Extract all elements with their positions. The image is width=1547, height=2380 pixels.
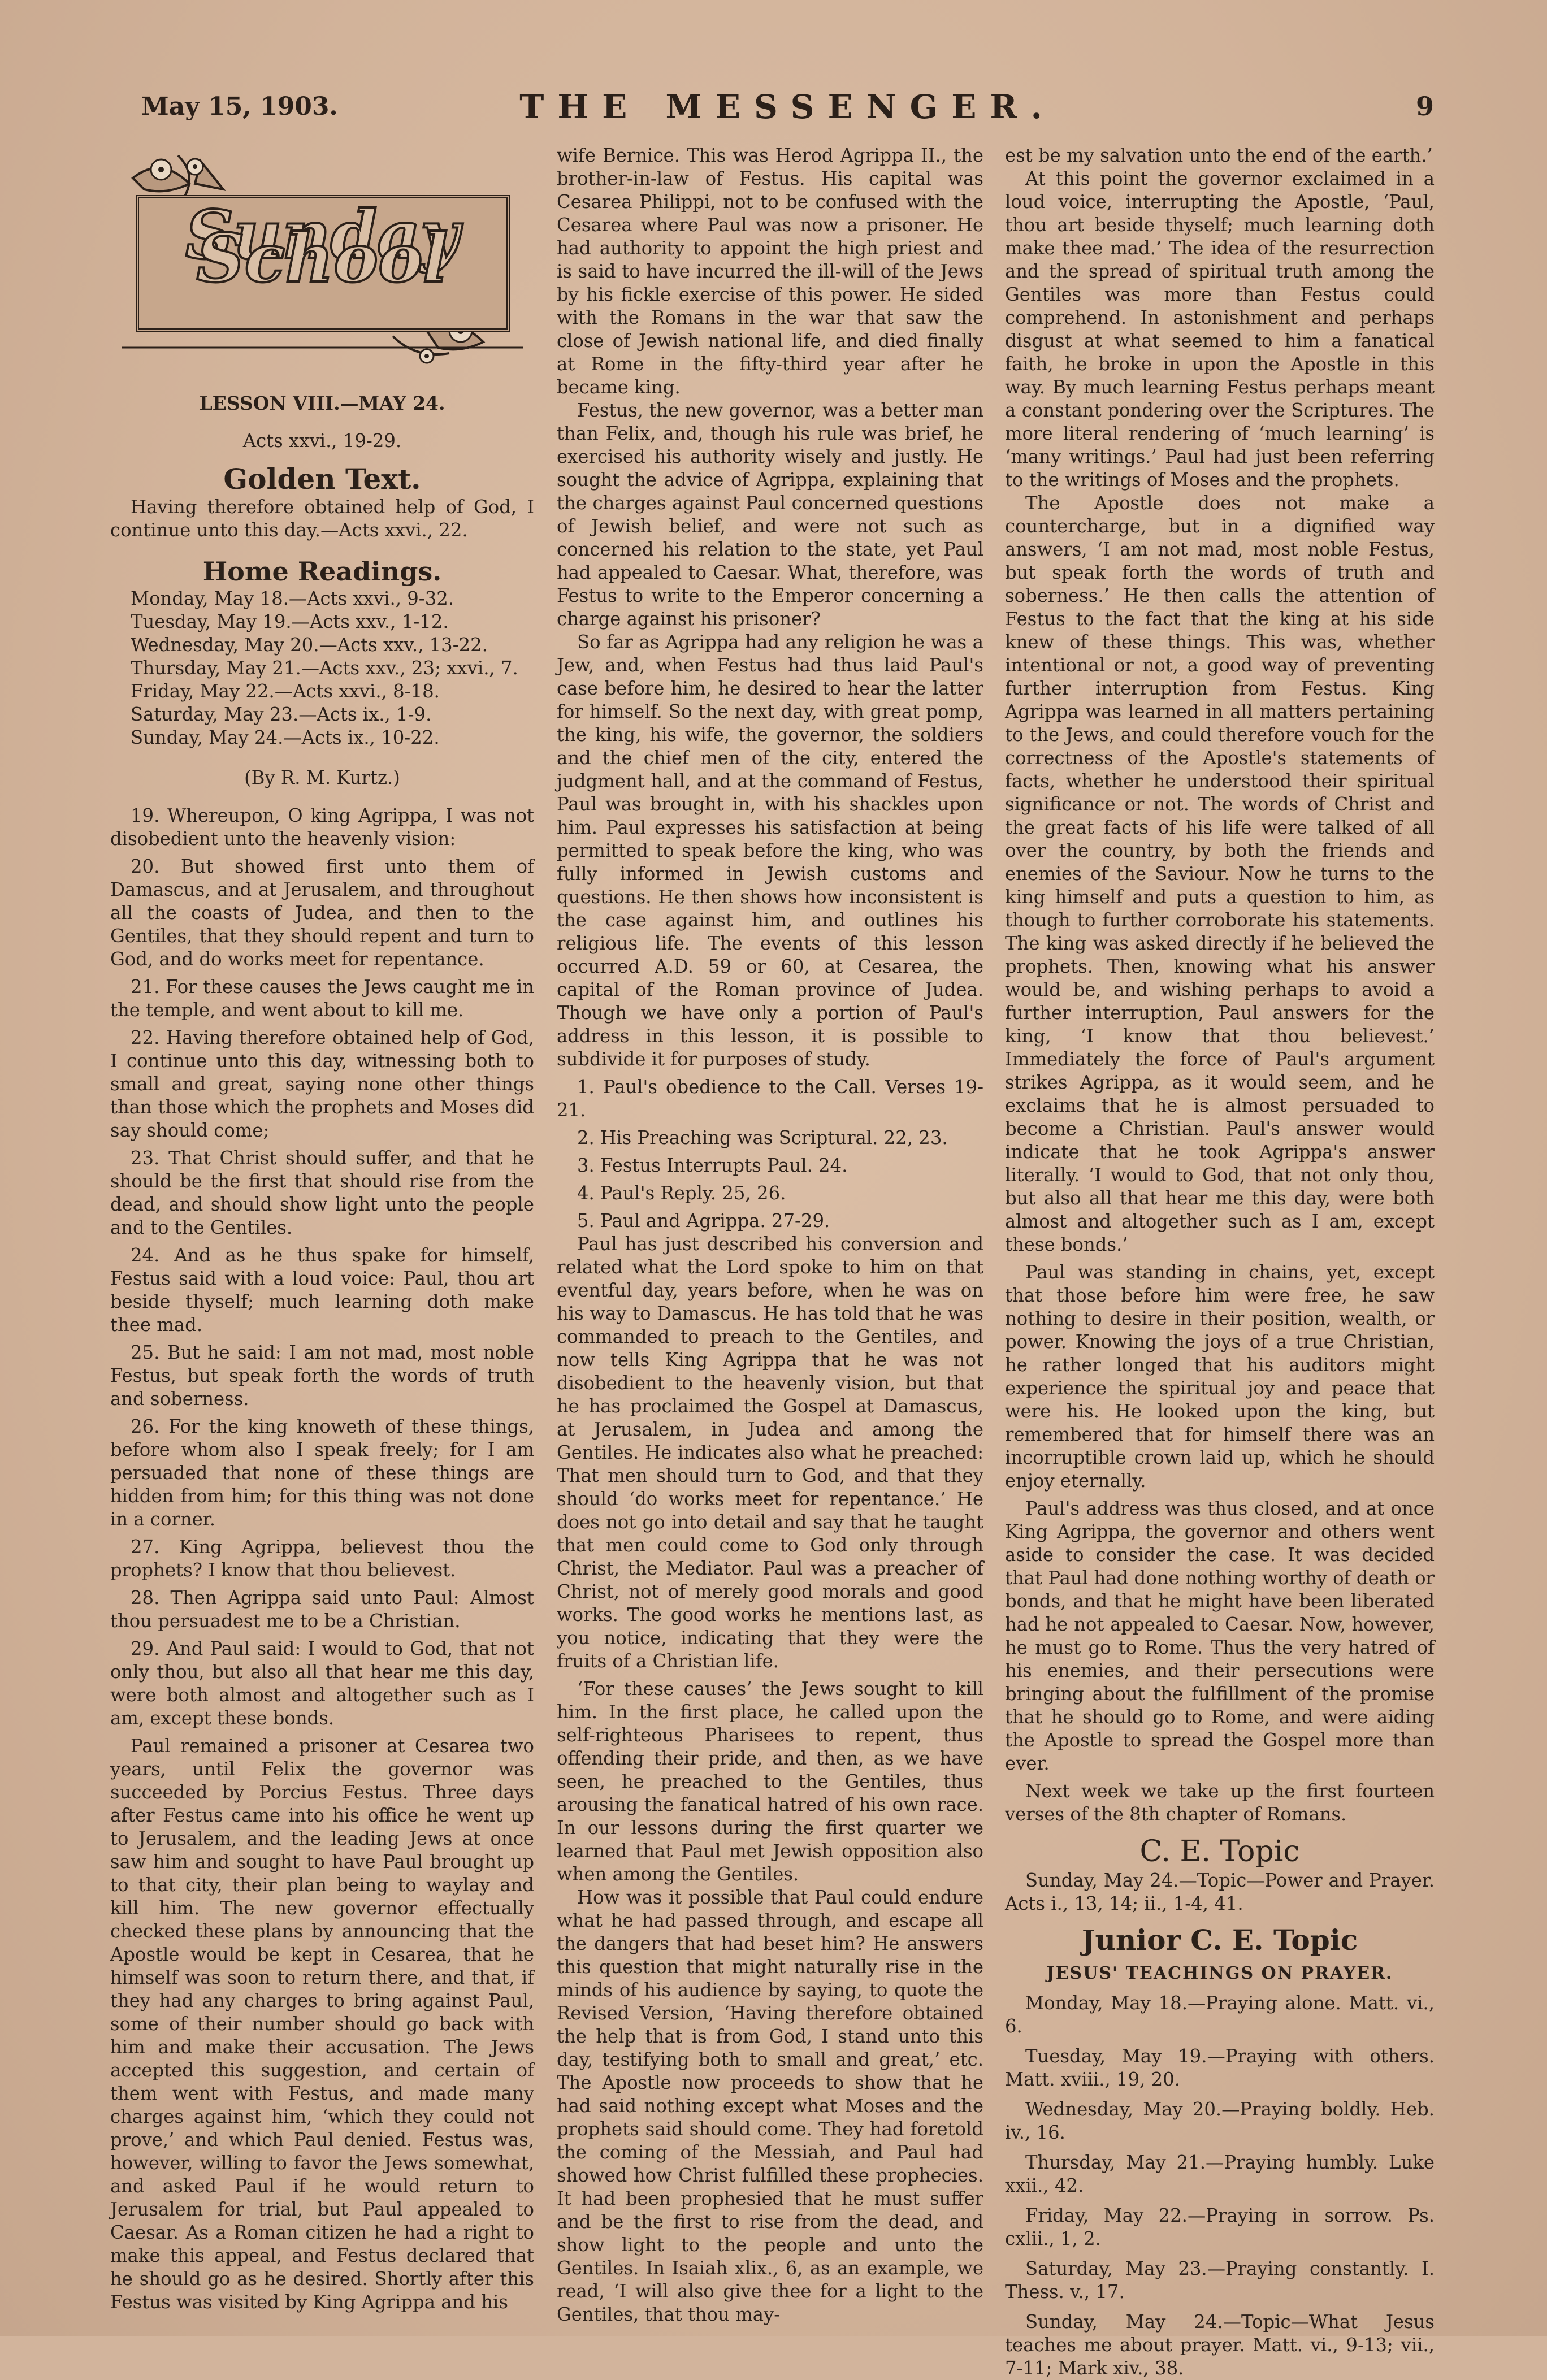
junior-ce-item: Tuesday, May 19.—Praying with others. Matt. xviii., 19, 20. xyxy=(1005,2045,1435,2090)
body-paragraph: est be my salvation unto the end of the earth.’ xyxy=(1005,145,1433,166)
verse: 26. For the king knoweth of these things, before whom also I speak freely; for I am persuaded that none of these things are hidden from him; for this thing was not done in a corner. xyxy=(110,1416,534,1530)
outline-item: 3. Festus Interrupts Paul. 24. xyxy=(577,1155,848,1176)
body-paragraph: wife Bernice. This was Herod Agrippa II., the brother-in-law of Festus. His capital was Cesarea Philippi, not to be confused with the Cesarea where Paul was now a prisoner. He had authority to appoint the high priest and is said to have incurred the ill-will of the Jews by his fickle exercise of this power. He sided with the Romans in the war that saw the close of Jewish national life, and died finally at Rome in the fifty-third year after he became king. xyxy=(557,145,983,398)
outline-item: 4. Paul's Reply. 25, 26. xyxy=(577,1182,786,1204)
verse: 29. And Paul said: I would to God, that not only thou, but also all that hear me this day, were both almost and altogether such as I am, except these bonds. xyxy=(110,1638,534,1729)
junior-ce-subheading: JESUS' TEACHINGS ON PRAYER. xyxy=(1046,1963,1393,1983)
verse: 27. King Agrippa, believest thou the prophets? I know that thou believest. xyxy=(110,1536,534,1581)
junior-ce-item: Saturday, May 23.—Praying constantly. I. Thess. v., 17. xyxy=(1005,2258,1435,2303)
ce-topic-text: Sunday, May 24.—Topic—Power and Prayer. Acts i., 13, 14; ii., 1-4, 41. xyxy=(1005,1870,1435,1914)
home-reading-item: Thursday, May 21.—Acts xxv., 23; xxvi., 7. xyxy=(131,657,518,679)
body-paragraph: The Apostle does not make a countercharge, but in a dignified way answers, ‘I am not mad, most noble Festus, but speak forth the words of truth and soberness.’ He then calls the attention of Festus to the fact that the king at his side knew of these things. This was, whether intentional or not, a good way of preventing further interruption from Festus. King Agrippa was learned in all matters pertaining to the Jews, and could therefore vouch for the correctness of the Apostle's statements of facts, whether he understood their spiritual significance or not. The words of Christ and the great facts of his life were talked of all over the country, by both the friends and enemies of the Saviour. Now he turns to the king himself and puts a question to him, as though to further corroborate his statements. The king was asked directly if he believed the prophets. Then, knowing what his answer would be, and wishing perhaps to avoid a further interruption, Paul answers for the king, ‘I know that thou believest.’ Immediately the force of Paul's argument strikes Agrippa, as it would seem, and he exclaims that he is almost persuaded to become a Christian. Paul's answer would indicate that he took Agrippa's answer literally. ‘I would to God, that not only thou, but also all that hear me this day, were both almost and altogether such as I am, except these bonds.’ xyxy=(1005,492,1435,1255)
verse: 20. But showed first unto them of Damascus, and at Jerusalem, and throughout all the coasts of Judea, and then to the Gentiles, that they should repent and turn to God, and do works meet for repentance. xyxy=(110,856,534,970)
junior-ce-item: Thursday, May 21.—Praying humbly. Luke xxii., 42. xyxy=(1005,2152,1435,2196)
body-paragraph: Paul was standing in chains, yet, except that those before him were free, he saw nothing to desire in their position, wealth, or power. Knowing the joys of a true Christian, he rather longed that his auditors might experience the spiritual joy and peace that were his. He looked upon the king, but remembered that for himself there was an incorruptible crown laid up, which he should enjoy eternally. xyxy=(1005,1261,1435,1492)
home-readings-heading: Home Readings. xyxy=(202,556,442,587)
sunday-school-logo xyxy=(110,144,534,382)
home-reading-item: Sunday, May 24.—Acts ix., 10-22. xyxy=(131,727,440,748)
body-paragraph: ‘For these causes’ the Jews sought to kill him. In the first place, he called upon the self-righteous Pharisees to repent, thus offending their pride, and then, as we have seen, he preached to the Gentiles, thus arousing the fanatical hatred of his own race. In our lessons during the first quarter we learned that Paul met Jewish opposition also when among the Gentiles. xyxy=(557,1678,983,1885)
body-paragraph: At this point the governor exclaimed in a loud voice, interrupting the Apostle, ‘Paul, thou art beside thyself; much learning doth make thee mad.’ The idea of the resurrection and the spread of spiritual truth among the Gentiles was more than Festus could comprehend. In astonishment and perhaps disgust at what seemed to him a fanatical faith, he broke in upon the Apostle in this way. By much learning Festus perhaps meant a constant pondering over the Scriptures. The more literal rendering of ‘much learning’ is ‘many writings.’ Paul had just been referring to the writings of Moses and the prophets. xyxy=(1005,168,1435,491)
junior-ce-item: Wednesday, May 20.—Praying boldly. Heb. iv., 16. xyxy=(1005,2099,1435,2143)
home-reading-item: Friday, May 22.—Acts xxvi., 8-18. xyxy=(131,680,440,702)
body-paragraph: Paul's address was thus closed, and at once King Agrippa, the governor and others went aside to consider the case. It was decided that Paul had done nothing worthy of death or bonds, and that he might have been liberated had he not appealed to Caesar. Now, however, he must go to Rome. Thus the very hatred of his enemies, and their persecutions were bringing about the fulfillment of the promise that he should go to Rome, and were aiding the Apostle to spread the Gospel more than ever. xyxy=(1005,1498,1435,1774)
body-paragraph: So far as Agrippa had any religion he was a Jew, and, when Festus had thus laid Paul's case before him, he desired to hear the latter for himself. So the next day, with great pomp, the king, his wife, the governor, the soldiers and the chief men of the city, entered the judgment hall, and at the command of Festus, Paul was brought in, with his shackles upon him. Paul expresses his satisfaction at being permitted to speak before the king, who was fully informed in Jewish customs and questions. He then shows how inconsistent is the case against him, and outlines his religious life. The events of this lesson occurred A.D. 59 or 60, at Cesarea, the capital of the Roman province of Judea. Though we have only a portion of Paul's address in this lesson, it is possible to subdivide it for purposes of study. xyxy=(557,631,983,1070)
column-2 xyxy=(557,144,983,2326)
ce-topic-heading: C. E. Topic xyxy=(1139,1835,1300,1869)
verse: 25. But he said: I am not mad, most noble Festus, but speak forth the words of truth and soberness. xyxy=(110,1342,534,1410)
verse: 21. For these causes the Jews caught me in the temple, and went about to kill me. xyxy=(110,976,534,1021)
outline-item: 2. His Preaching was Scriptural. 22, 23. xyxy=(577,1127,948,1148)
body-paragraph: Paul remained a prisoner at Cesarea two years, until Felix the governor was succeeded by Porcius Festus. Three days after Festus came into his office he went up to Jerusalem, and the leading Jews at once saw him and sought to have Paul brought up to that city, their plan being to waylay and kill him. The new governor effectually checked these plans by announcing that the Apostle would be kept in Cesarea, that he himself was soon to return there, and that, if they had any charges to bring against Paul, some of their number should go back with him and make their accusation. The Jews accepted this suggestion, and certain of them went with Festus, and made many charges against him, ‘which they could not prove,’ and which Paul denied. Festus was, however, willing to favor the Jews somewhat, and asked Paul if he would return to Jerusalem for trial, but Paul appealed to Caesar. As a Roman citizen he had a right to make this appeal, and Festus declared that he should go as he desired. Shortly after this Festus was visited by King Agrippa and his xyxy=(110,1735,534,2313)
verse: 19. Whereupon, O king Agrippa, I was not disobedient unto the heavenly vision: xyxy=(110,805,534,849)
issue-date: May 15, 1903. xyxy=(141,92,338,121)
junior-ce-item: Sunday, May 24.—Topic—What Jesus teaches me about prayer. Matt. vi., 9-13; vii., 7-11; Mark xiv., 38. xyxy=(1005,2311,1435,2379)
column-3 xyxy=(1005,144,1435,2380)
golden-text-heading: Golden Text. xyxy=(223,462,421,496)
body-paragraph: Paul has just described his conversion and related what the Lord spoke to him on that eventful day, years before, when he was on his way to Damascus. He has told that he was commanded to preach to the Gentiles, and now tells King Agrippa that he was not disobedient to the heavenly vision, but that he has proclaimed the Gospel at Damascus, at Jerusalem, in Judea and among the Gentiles. He indicates also what he preached: That men should turn to God, and that they should ‘do works meet for repentance.’ He does not go into detail and say that he taught that men could come to God only through Christ, the Mediator. Paul was a preacher of Christ, not of merely good morals and good works. The good works he mentions last, as you notice, indicating that they were the fruits of a Christian life. xyxy=(557,1233,983,1672)
verse: 24. And as he thus spake for himself, Festus said with a loud voice: Paul, thou art beside thyself; much learning doth make thee mad. xyxy=(110,1245,534,1336)
verse: 28. Then Agrippa said unto Paul: Almost thou persuadest me to be a Christian. xyxy=(110,1587,534,1632)
body-paragraph: How was it possible that Paul could endure what he had passed through, and escape all the dangers that had beset him? He answers this question that might naturally rise in the minds of his audience by saying, to quote the Revised Version, ‘Having therefore obtained the help that is from God, I stand unto this day, testifying both to small and great,’ etc. The Apostle now proceeds to show that he had said nothing except what Moses and the prophets said should come. They had foretold the coming of the Messiah, and Paul had showed how Christ fulfilled these prophecies. It had been prophesied that he must suffer and be the first to rise from the dead, and show light to the people and unto the Gentiles. In Isaiah xlix., 6, as an example, we read, ‘I will also give thee for a light to the Gentiles, that thou may- xyxy=(557,1887,983,2325)
page-number: 9 xyxy=(1415,91,1434,122)
masthead-title: THE MESSENGER. xyxy=(519,88,1056,126)
junior-ce-list xyxy=(1005,1992,1435,2380)
junior-ce-heading: Junior C. E. Topic xyxy=(1081,1923,1358,1957)
author-byline: (By R. M. Kurtz.) xyxy=(244,767,400,788)
home-reading-item: Wednesday, May 20.—Acts xxv., 13-22. xyxy=(131,634,488,656)
home-reading-item: Tuesday, May 19.—Acts xxv., 1-12. xyxy=(131,611,449,632)
verse: 22. Having therefore obtained help of God, I continue unto this day, witnessing both to small and great, saying none other things than those which the prophets and Moses did say should come; xyxy=(110,1027,534,1141)
junior-ce-item: Friday, May 22.—Praying in sorrow. Ps. cxlii., 1, 2. xyxy=(1005,2205,1435,2249)
junior-ce-item: Monday, May 18.—Praying alone. Matt. vi., 6. xyxy=(1005,1992,1435,2037)
scripture-reference: Acts xxvi., 19-29. xyxy=(242,430,402,452)
column-1 xyxy=(110,144,534,2314)
verse: 23. That Christ should suffer, and that he should be the first that should rise from the dead, and should show light unto the people and to the Gentiles. xyxy=(110,1147,534,1238)
golden-text: Having therefore obtained help of God, I continue unto this day.—Acts xxvi., 22. xyxy=(110,496,534,541)
body-paragraph: Festus, the new governor, was a better man than Felix, and, though his rule was brief, he exercised his authority wisely and justly. He sought the advice of Agrippa, explaining that the charges against Paul concerned questions of Jewish belief, and were not such as concerned his relation to the state, yet Paul had appealed to Caesar. What, therefore, was Festus to write to the Emperor concerning a charge against his prisoner? xyxy=(557,400,983,630)
body-paragraph: Next week we take up the first fourteen verses of the 8th chapter of Romans. xyxy=(1005,1780,1435,1825)
home-reading-item: Saturday, May 23.—Acts ix., 1-9. xyxy=(131,704,432,725)
outline-item: 1. Paul's obedience to the Call. Verses 19-21. xyxy=(557,1076,983,1121)
page-header xyxy=(141,88,1434,133)
home-reading-item: Monday, May 18.—Acts xxvi., 9-32. xyxy=(131,588,454,609)
lesson-title: LESSON VIII.—MAY 24. xyxy=(199,392,445,414)
logo-text: Sunday School xyxy=(185,196,460,297)
outline-item: 5. Paul and Agrippa. 27-29. xyxy=(577,1210,830,1232)
